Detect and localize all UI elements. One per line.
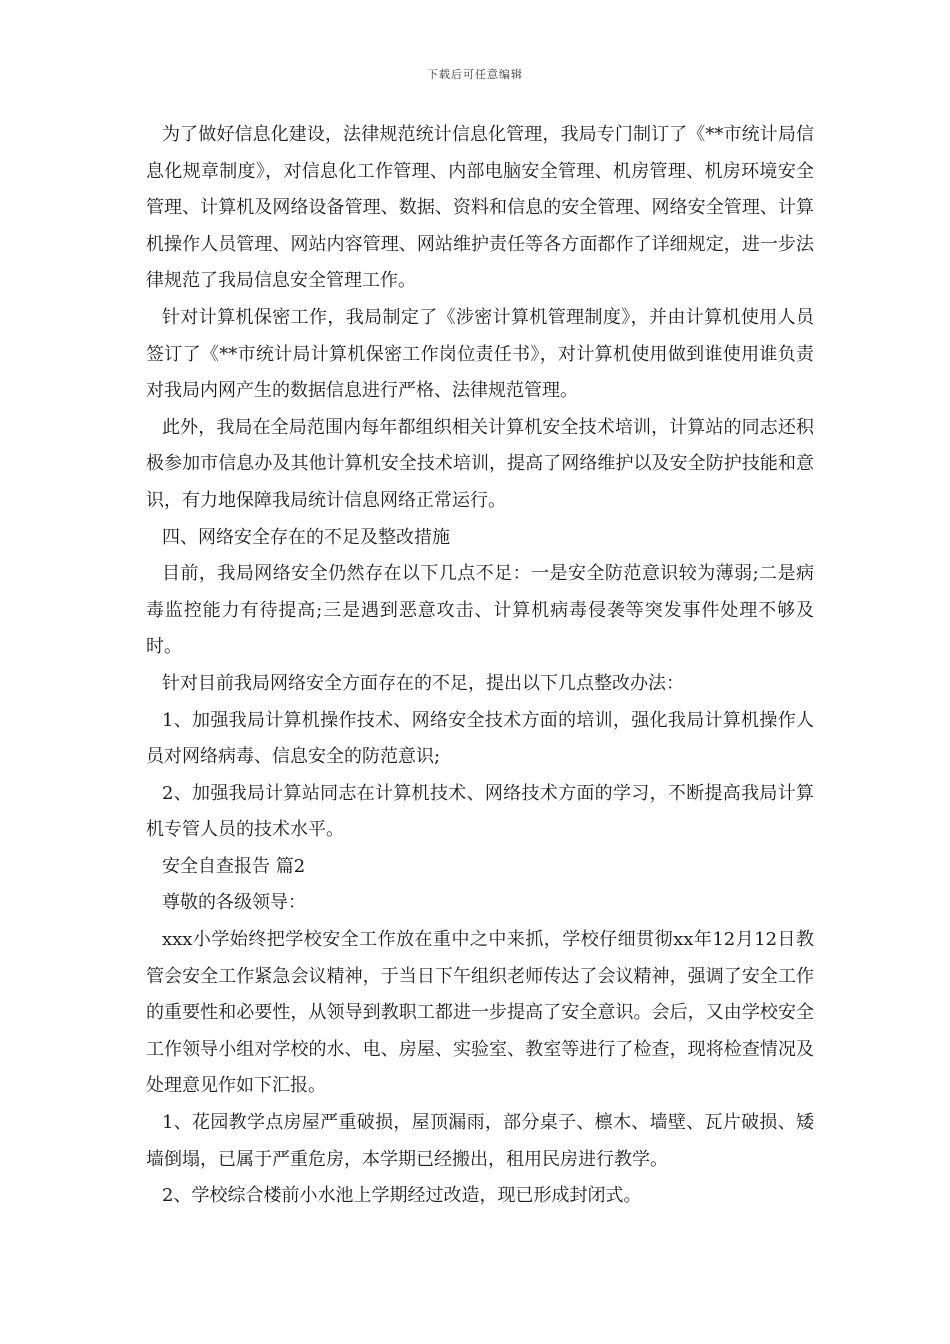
salutation: 尊敬的各级领导： (162, 892, 306, 914)
list-item-finding-1: 1、花园教学点房屋严重破损，屋顶漏雨，部分桌子、檩木、墙壁、瓦片破损、矮墙倒塌，已属于严重危房，本学期已经搬出，租用民房进行教学。 (146, 1112, 814, 1170)
paragraph-info-rules: 为了做好信息化建设，法律规范统计信息化管理，我局专门制订了《**市统计局信息化规章制度》，对信息化工作管理、内部电脑安全管理、机房管理、机房环境安全管理、计算机及网络设备管理、数据、资料和信息的安全管理、网络安全管理、计算机操作人员管理、网站内容管理、网站维护责任等各方面都作了详细规定，进一步法律规范了我局信息安全管理工作。 (146, 124, 814, 292)
section-heading-deficiencies: 四、网络安全存在的不足及整改措施 (162, 526, 450, 548)
section-title-report-2: 安全自查报告 篇2 (162, 855, 306, 877)
paragraph-measures-intro: 针对目前我局网络安全方面存在的不足，提出以下几点整改办法： (162, 672, 684, 694)
list-item-finding-2: 2、学校综合楼前小水池上学期经过改造，现已形成封闭式。 (162, 1185, 642, 1207)
paragraph-deficiencies: 目前，我局网络安全仍然存在以下几点不足：一是安全防范意识较为薄弱;二是病毒监控能力有待提高;三是遇到恶意攻击、计算机病毒侵袭等突发事件处理不够及时。 (146, 563, 814, 658)
paragraph-school-safety: xxx小学始终把学校安全工作放在重中之中来抓，学校仔细贯彻xx年12月12日教管会安全工作紧急会议精神，于当日下午组织老师传达了会议精神，强调了安全工作的重要性和必要性，从领导到教职工都进一步提高了安全意识。会后，又由学校安全工作领导小组对学校的水、电、房屋、实验室、教室等进行了检查，现将检查情况及处理意见作如下汇报。 (146, 929, 814, 1097)
page-header: 下载后可任意编辑 (427, 68, 523, 81)
paragraph-confidential: 针对计算机保密工作，我局制定了《涉密计算机管理制度》，并由计算机使用人员签订了《**市统计局计算机保密工作岗位责任书》，对计算机使用做到谁使用谁负责对我局内网产生的数据信息进行严格、法律规范管理。 (146, 306, 814, 402)
list-item-measure-1: 1、加强我局计算机操作技术、网络安全技术方面的培训，强化我局计算机操作人员对网络病毒、信息安全的防范意识; (146, 709, 814, 768)
list-item-measure-2: 2、加强我局计算站同志在计算机技术、网络技术方面的学习，不断提高我局计算机专管人员的技术水平。 (146, 782, 814, 841)
document-body (146, 117, 814, 1215)
paragraph-training: 此外，我局在全局范围内每年都组织相关计算机安全技术培训，计算站的同志还积极参加市信息办及其他计算机安全技术培训，提高了网络维护以及安全防护技能和意识，有力地保障我局统计信息网络正常运行。 (146, 416, 814, 511)
